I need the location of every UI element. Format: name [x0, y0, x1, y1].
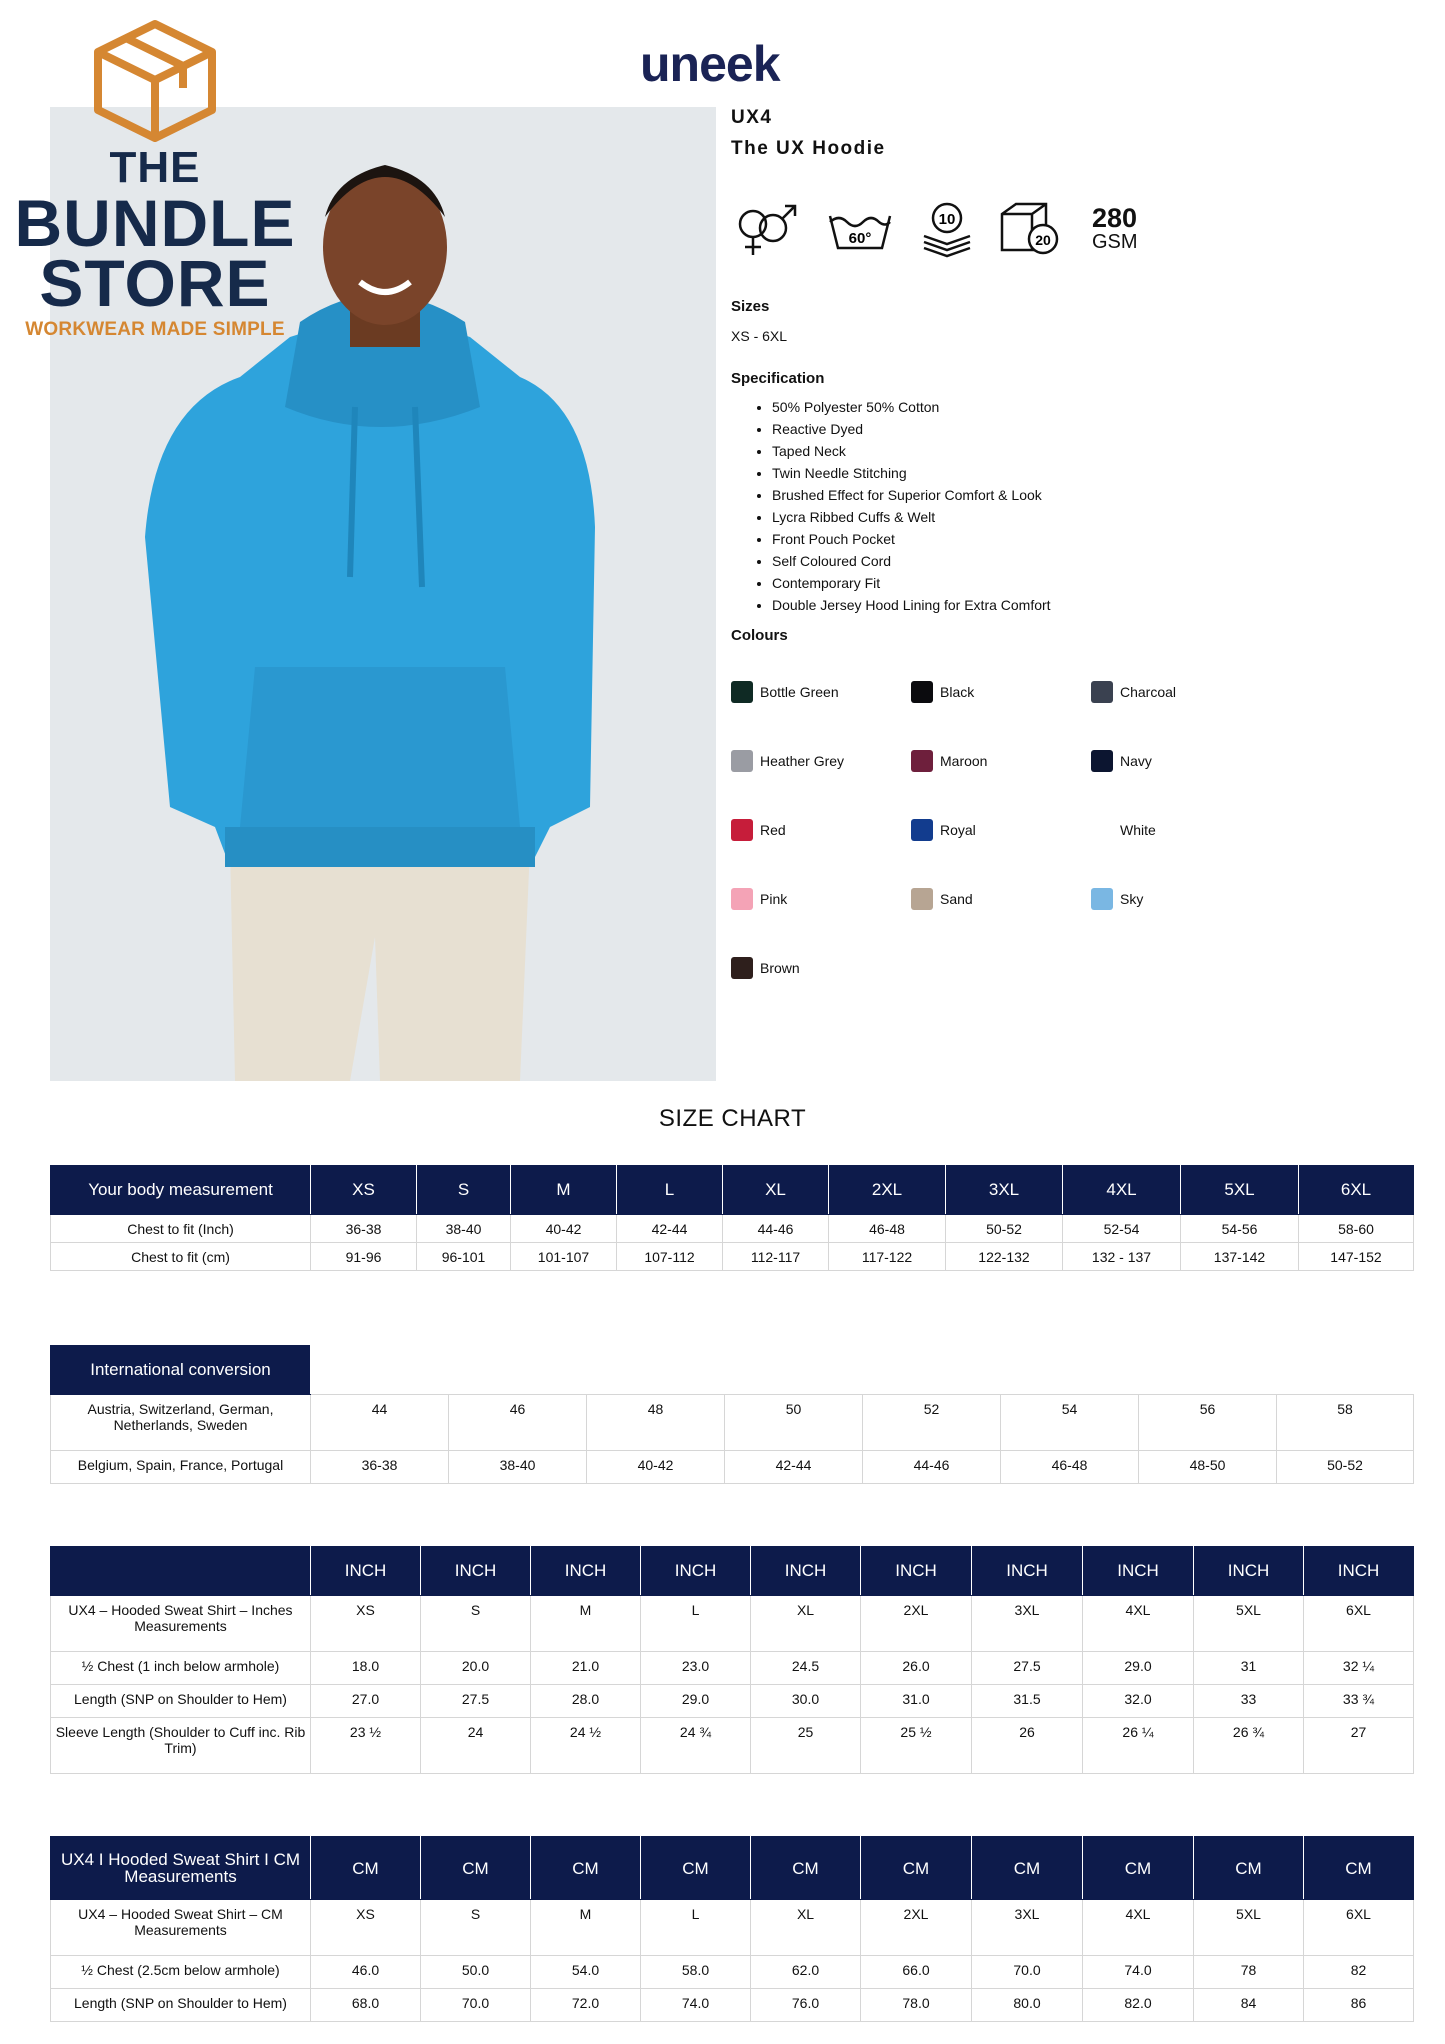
colour-swatch-navy — [1091, 749, 1261, 773]
table-cell: 40-42 — [587, 1451, 725, 1484]
spec-item: • Taped Neck — [772, 440, 1051, 462]
box-20-icon — [996, 200, 1066, 260]
colour-swatch-black — [911, 680, 1081, 704]
size-chart-title: SIZE CHART — [658, 1105, 807, 1132]
table-cell: 72.0 — [531, 1989, 641, 2022]
table-cell: 117-122 — [829, 1243, 946, 1271]
table-cell: 3XL — [972, 1596, 1083, 1652]
table-row — [51, 1900, 1414, 1956]
table-cell: 74.0 — [641, 1989, 751, 2022]
column-header: INCH — [1304, 1547, 1414, 1596]
table-cell: 70.0 — [972, 1956, 1083, 1989]
column-header: INCH — [1083, 1547, 1194, 1596]
fabric-weight-unit: GSM — [1092, 231, 1138, 253]
table-cell: 76.0 — [751, 1989, 861, 2022]
row-label: Chest to fit (cm) — [51, 1243, 311, 1271]
box-qty-label: 20 — [1035, 232, 1051, 248]
table-cell: 112-117 — [723, 1243, 829, 1271]
brand-logo — [640, 38, 820, 90]
colour-name: White — [1120, 822, 1156, 838]
table-cell: 68.0 — [311, 1989, 421, 2022]
column-header: UX4 I Hooded Sweat Shirt I CM Measurements — [51, 1837, 311, 1900]
table-cell: 122-132 — [946, 1243, 1063, 1271]
body-measurement-table — [50, 1165, 1414, 1271]
column-header: INCH — [421, 1547, 531, 1596]
table-header-row — [51, 1166, 1414, 1215]
colour-chip — [731, 957, 753, 979]
table-cell: 80.0 — [972, 1989, 1083, 2022]
table-cell: 23.0 — [641, 1652, 751, 1685]
table-cell: 33 — [1194, 1685, 1304, 1718]
table-cell: 27.5 — [421, 1685, 531, 1718]
colour-chip — [911, 750, 933, 772]
colour-chip — [731, 681, 753, 703]
table-row — [51, 1215, 1414, 1243]
column-header: 6XL — [1299, 1166, 1414, 1215]
table-header-row — [51, 1837, 1414, 1900]
column-header: INCH — [751, 1547, 861, 1596]
table-cell: 26 ¼ — [1083, 1718, 1194, 1774]
pack-qty-label: 10 — [938, 211, 956, 228]
table-cell: 20.0 — [421, 1652, 531, 1685]
row-label: Austria, Switzerland, German, Netherlands, Sweden — [51, 1395, 311, 1451]
table-cell: 46 — [449, 1395, 587, 1451]
column-header: INCH — [311, 1547, 421, 1596]
colour-name: Navy — [1120, 753, 1152, 769]
table-cell: 24 — [421, 1718, 531, 1774]
colour-chip — [1091, 681, 1113, 703]
sizes-value: XS - 6XL — [731, 328, 788, 344]
table-cell: 6XL — [1304, 1596, 1414, 1652]
column-header: S — [417, 1166, 511, 1215]
table-cell: 26.0 — [861, 1652, 972, 1685]
spec-item: • Contemporary Fit — [772, 572, 1051, 594]
table-cell: 50-52 — [946, 1215, 1063, 1243]
store-logo — [10, 18, 300, 340]
table-cell: 50.0 — [421, 1956, 531, 1989]
table-cell: 91-96 — [311, 1243, 417, 1271]
product-code: UX4 — [731, 107, 773, 128]
table-cell: 46-48 — [1001, 1451, 1139, 1484]
table-cell: 62.0 — [751, 1956, 861, 1989]
table-cell: 31.5 — [972, 1685, 1083, 1718]
column-header: CM — [421, 1837, 531, 1900]
column-header: CM — [1083, 1837, 1194, 1900]
table-cell: 86 — [1304, 1989, 1414, 2022]
table-cell: 44-46 — [863, 1451, 1001, 1484]
table-row — [51, 1243, 1414, 1271]
table-cell: 33 ¾ — [1304, 1685, 1414, 1718]
table-cell: 30.0 — [751, 1685, 861, 1718]
specification-label: Specification — [731, 370, 825, 387]
table-cell: 137-142 — [1181, 1243, 1299, 1271]
column-header: Your body measurement — [51, 1166, 311, 1215]
colour-swatch-sky — [1091, 887, 1261, 911]
table-cell: 4XL — [1083, 1900, 1194, 1956]
colour-swatch-sand — [911, 887, 1081, 911]
row-label: UX4 – Hooded Sweat Shirt – CM Measurements — [51, 1900, 311, 1956]
table-cell: 52 — [863, 1395, 1001, 1451]
table-row — [51, 1395, 1414, 1451]
table-cell: 48 — [587, 1395, 725, 1451]
wash-temp-label: 60° — [848, 230, 872, 247]
colour-chip — [911, 681, 933, 703]
table-cell: 31.0 — [861, 1685, 972, 1718]
column-header: CM — [972, 1837, 1083, 1900]
table-cell: 46-48 — [829, 1215, 946, 1243]
table-cell: 56 — [1139, 1395, 1277, 1451]
colour-swatch-royal — [911, 818, 1081, 842]
spec-item: • 50% Polyester 50% Cotton — [772, 396, 1051, 418]
column-header: CM — [861, 1837, 972, 1900]
colour-chip — [911, 819, 933, 841]
table-cell: 5XL — [1194, 1596, 1304, 1652]
table-header-row — [51, 1547, 1414, 1596]
column-header: INCH — [972, 1547, 1083, 1596]
colour-name: Royal — [940, 822, 976, 838]
row-label: Chest to fit (Inch) — [51, 1215, 311, 1243]
table-cell: L — [641, 1596, 751, 1652]
wash-60-icon — [825, 200, 895, 260]
brand-name: uneek — [640, 36, 780, 92]
table-cell: XS — [311, 1900, 421, 1956]
table-cell: 36-38 — [311, 1451, 449, 1484]
colour-chip — [1091, 888, 1113, 910]
table-cell: 58 — [1277, 1395, 1414, 1451]
table-cell: 96-101 — [417, 1243, 511, 1271]
column-header: CM — [751, 1837, 861, 1900]
table-cell: 54 — [1001, 1395, 1139, 1451]
table-row — [51, 1596, 1414, 1652]
table-cell: XL — [751, 1900, 861, 1956]
row-label: UX4 – Hooded Sweat Shirt – Inches Measurements — [51, 1596, 311, 1652]
table-cell: 44 — [311, 1395, 449, 1451]
colour-name: Pink — [760, 891, 788, 907]
table-cell: 31 — [1194, 1652, 1304, 1685]
product-title: The UX Hoodie — [731, 138, 886, 159]
table-row — [51, 1956, 1414, 1989]
spec-item: • Reactive Dyed — [772, 418, 1051, 440]
sizes-label: Sizes — [731, 298, 770, 315]
table-cell: M — [531, 1900, 641, 1956]
column-header: XL — [723, 1166, 829, 1215]
colour-name: Maroon — [940, 753, 988, 769]
colour-name: Sand — [940, 891, 973, 907]
column-header: XS — [311, 1166, 417, 1215]
table-row — [51, 1652, 1414, 1685]
colour-chip — [731, 750, 753, 772]
cm-measurement-table — [50, 1836, 1414, 2022]
table-cell: 32 ¼ — [1304, 1652, 1414, 1685]
table-cell: XL — [751, 1596, 861, 1652]
table-cell: 27 — [1304, 1718, 1414, 1774]
table-cell: 32.0 — [1083, 1685, 1194, 1718]
table-cell: 21.0 — [531, 1652, 641, 1685]
colours-label: Colours — [731, 627, 788, 644]
colour-swatch-heather-grey — [731, 749, 901, 773]
colour-swatch-white — [1091, 818, 1261, 842]
table-row — [51, 1718, 1414, 1774]
colour-name: Black — [940, 684, 975, 700]
table-cell: 2XL — [861, 1596, 972, 1652]
table-cell: 84 — [1194, 1989, 1304, 2022]
column-header: INCH — [531, 1547, 641, 1596]
table-cell: S — [421, 1900, 531, 1956]
table-cell: 107-112 — [617, 1243, 723, 1271]
table-cell: 78 — [1194, 1956, 1304, 1989]
column-header: International conversion — [51, 1346, 311, 1395]
table-cell: 46.0 — [311, 1956, 421, 1989]
colour-chip — [731, 888, 753, 910]
table-cell: 24.5 — [751, 1652, 861, 1685]
spec-item: • Front Pouch Pocket — [772, 528, 1051, 550]
row-label: ½ Chest (2.5cm below armhole) — [51, 1956, 311, 1989]
table-cell: 52-54 — [1063, 1215, 1181, 1243]
column-header: 2XL — [829, 1166, 946, 1215]
table-cell: M — [531, 1596, 641, 1652]
table-cell: 18.0 — [311, 1652, 421, 1685]
table-cell: 29.0 — [641, 1685, 751, 1718]
table-cell: 74.0 — [1083, 1956, 1194, 1989]
column-header: CM — [531, 1837, 641, 1900]
table-cell: 24 ½ — [531, 1718, 641, 1774]
column-header: CM — [641, 1837, 751, 1900]
table-cell: XS — [311, 1596, 421, 1652]
spec-item: • Twin Needle Stitching — [772, 462, 1051, 484]
table-cell: 147-152 — [1299, 1243, 1414, 1271]
column-header: L — [617, 1166, 723, 1215]
store-logo-tagline: WORKWEAR MADE SIMPLE — [25, 319, 285, 340]
table-cell: 23 ½ — [311, 1718, 421, 1774]
table-cell: 54-56 — [1181, 1215, 1299, 1243]
international-conversion-table — [50, 1345, 1414, 1484]
table-row — [51, 1451, 1414, 1484]
table-header-row — [51, 1346, 1414, 1395]
table-cell: 25 ½ — [861, 1718, 972, 1774]
store-logo-line-1: THE — [109, 143, 201, 192]
colour-chip — [1091, 819, 1113, 841]
table-cell: 25 — [751, 1718, 861, 1774]
table-cell: 82 — [1304, 1956, 1414, 1989]
column-header: 5XL — [1181, 1166, 1299, 1215]
column-header: 4XL — [1063, 1166, 1181, 1215]
column-header: CM — [311, 1837, 421, 1900]
table-cell: 3XL — [972, 1900, 1083, 1956]
table-cell: 50-52 — [1277, 1451, 1414, 1484]
table-cell: 27.0 — [311, 1685, 421, 1718]
colour-name: Charcoal — [1120, 684, 1177, 700]
colour-name: Red — [760, 822, 786, 838]
row-label: Length (SNP on Shoulder to Hem) — [51, 1989, 311, 2022]
table-cell: S — [421, 1596, 531, 1652]
colour-chip — [911, 888, 933, 910]
column-header: 3XL — [946, 1166, 1063, 1215]
table-cell: 29.0 — [1083, 1652, 1194, 1685]
table-cell: 82.0 — [1083, 1989, 1194, 2022]
table-cell: 48-50 — [1139, 1451, 1277, 1484]
spec-item: • Lycra Ribbed Cuffs & Welt — [772, 506, 1051, 528]
box-logo-icon — [90, 18, 220, 143]
column-header: INCH — [861, 1547, 972, 1596]
column-header — [51, 1547, 311, 1596]
unisex-icon — [731, 200, 801, 260]
table-cell: 4XL — [1083, 1596, 1194, 1652]
table-cell: 70.0 — [421, 1989, 531, 2022]
row-label: Length (SNP on Shoulder to Hem) — [51, 1685, 311, 1718]
table-cell: 50 — [725, 1395, 863, 1451]
row-label: Sleeve Length (Shoulder to Cuff inc. Rib Trim) — [51, 1718, 311, 1774]
header-spacer — [311, 1346, 1414, 1395]
table-cell: 26 ¾ — [1194, 1718, 1304, 1774]
table-cell: 5XL — [1194, 1900, 1304, 1956]
column-header: M — [511, 1166, 617, 1215]
table-row — [51, 1989, 1414, 2022]
row-label: ½ Chest (1 inch below armhole) — [51, 1652, 311, 1685]
table-cell: 36-38 — [311, 1215, 417, 1243]
table-cell: 28.0 — [531, 1685, 641, 1718]
pack-10-icon — [912, 200, 982, 260]
specification-list — [752, 396, 1051, 616]
colour-name: Sky — [1120, 891, 1144, 907]
colour-name: Heather Grey — [760, 753, 845, 769]
colour-swatch-red — [731, 818, 901, 842]
inches-measurement-table — [50, 1546, 1414, 1774]
colour-name: Bottle Green — [760, 684, 839, 700]
colour-chip — [731, 819, 753, 841]
table-cell: 132 - 137 — [1063, 1243, 1181, 1271]
table-cell: 101-107 — [511, 1243, 617, 1271]
table-cell: 38-40 — [417, 1215, 511, 1243]
table-cell: 58.0 — [641, 1956, 751, 1989]
table-cell: 26 — [972, 1718, 1083, 1774]
table-cell: 24 ¾ — [641, 1718, 751, 1774]
table-cell: L — [641, 1900, 751, 1956]
column-header: CM — [1304, 1837, 1414, 1900]
table-cell: 42-44 — [617, 1215, 723, 1243]
colour-swatch-pink — [731, 887, 901, 911]
table-cell: 38-40 — [449, 1451, 587, 1484]
table-cell: 2XL — [861, 1900, 972, 1956]
spec-item: • Brushed Effect for Superior Comfort & Look — [772, 484, 1051, 506]
colour-swatch-charcoal — [1091, 680, 1261, 704]
colour-swatch-maroon — [911, 749, 1081, 773]
table-cell: 40-42 — [511, 1215, 617, 1243]
colour-swatch-brown — [731, 956, 901, 980]
colour-chip — [1091, 750, 1113, 772]
fabric-weight-value: 280 — [1092, 203, 1138, 233]
spec-item: • Double Jersey Hood Lining for Extra Comfort — [772, 594, 1051, 616]
table-cell: 44-46 — [723, 1215, 829, 1243]
table-row — [51, 1685, 1414, 1718]
table-cell: 78.0 — [861, 1989, 972, 2022]
spec-item: • Self Coloured Cord — [772, 550, 1051, 572]
colour-swatch-bottle-green — [731, 680, 901, 704]
table-cell: 58-60 — [1299, 1215, 1414, 1243]
table-cell: 42-44 — [725, 1451, 863, 1484]
store-logo-line-3: STORE — [39, 246, 271, 320]
table-cell: 54.0 — [531, 1956, 641, 1989]
colour-name: Brown — [760, 960, 800, 976]
column-header: INCH — [641, 1547, 751, 1596]
table-cell: 27.5 — [972, 1652, 1083, 1685]
table-cell: 66.0 — [861, 1956, 972, 1989]
column-header: CM — [1194, 1837, 1304, 1900]
row-label: Belgium, Spain, France, Portugal — [51, 1451, 311, 1484]
table-cell: 6XL — [1304, 1900, 1414, 1956]
store-logo-line-2: BUNDLE — [14, 186, 296, 260]
column-header: INCH — [1194, 1547, 1304, 1596]
